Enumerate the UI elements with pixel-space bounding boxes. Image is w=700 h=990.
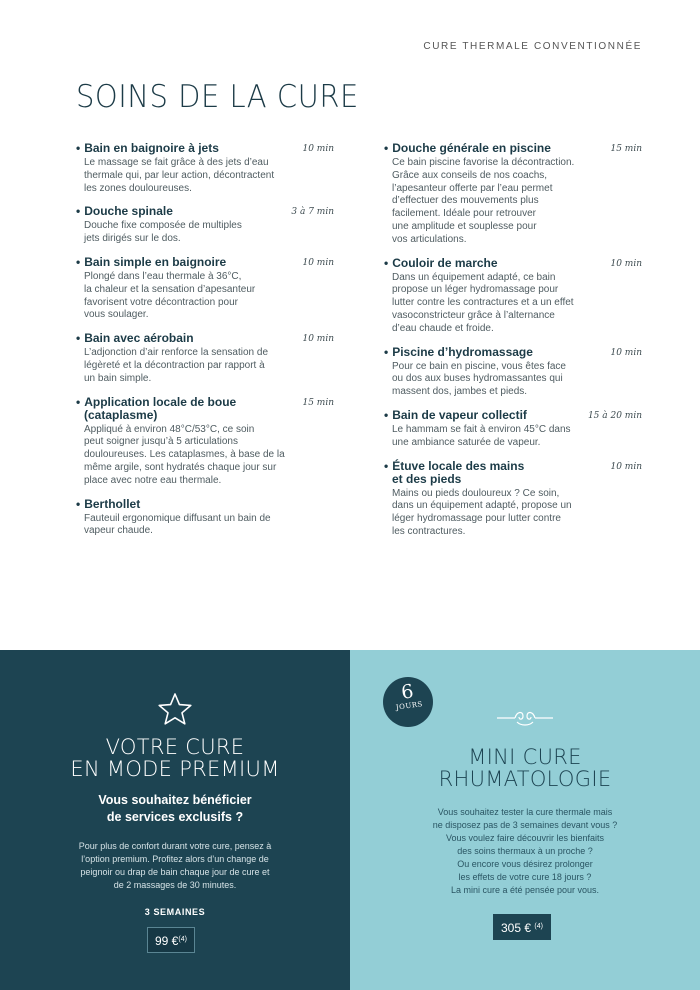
treatment-name — [384, 142, 589, 155]
treatment-name — [76, 142, 281, 155]
mini-cure-text: Vous souhaitez tester la cure thermale mais ne disposez pas de 3 semaines devant vous ? Vous voulez faire découvrir les bienfaits des soins thermaux à un proche ? Ou encore vous désirez prolonger les effets de votre cure 18 jours ? La mini cure a été pensée pour vous. — [432, 807, 618, 895]
treatment-name — [76, 396, 281, 422]
treatment-description: Douche fixe composée de multiples jets dirigés sur le dos. — [84, 220, 242, 245]
treatment-name — [384, 346, 589, 359]
treatment-duration: 10 min — [610, 461, 642, 472]
treatment-duration: 10 min — [302, 257, 334, 268]
premium-price-note: (4) — [178, 936, 187, 943]
treatment-duration: 3 à 7 min — [291, 207, 334, 218]
premium-title — [0, 736, 350, 780]
treatment-item — [76, 396, 334, 488]
mini-cure-title-line2: RHUMATOLOGIE — [438, 767, 612, 791]
treatment-item — [76, 498, 334, 539]
treatment-header — [76, 498, 334, 511]
treatment-name-line2: et des pieds — [392, 471, 462, 486]
star-icon — [157, 692, 193, 726]
premium-title-line2: EN MODE PREMIUM — [70, 757, 280, 781]
section-label: CURE THERMALE CONVENTIONNÉE — [423, 41, 642, 52]
treatment-item — [76, 256, 334, 322]
treatment-duration: 10 min — [302, 334, 334, 345]
treatments-right-column — [384, 142, 642, 549]
treatment-duration: 15 min — [302, 397, 334, 408]
treatment-item — [384, 257, 642, 336]
treatment-name-line1: Douche spinale — [84, 204, 173, 219]
mini-cure-title — [350, 746, 700, 790]
treatment-duration: 15 min — [610, 144, 642, 154]
treatment-name-line1: Douche générale en piscine — [392, 141, 551, 155]
days-badge-number: 6 — [399, 680, 415, 704]
treatment-description: Fauteuil ergonomique diffusant un bain de vapeur chaude. — [84, 512, 271, 537]
treatment-duration: 15 à 20 min — [587, 410, 642, 421]
treatment-name-line1: Bain de vapeur collectif — [392, 407, 527, 422]
treatment-header — [384, 142, 642, 155]
treatment-item — [76, 332, 334, 385]
treatment-duration: 10 min — [302, 144, 334, 154]
treatment-name — [76, 498, 281, 511]
treatment-item — [384, 346, 642, 399]
treatment-name-line1: Bain simple en baignoire — [84, 254, 227, 269]
treatment-item — [384, 460, 642, 539]
premium-price-value: 99 € — [155, 934, 179, 948]
treatments-left-column — [76, 142, 334, 548]
treatment-name — [76, 256, 281, 269]
treatment-name — [76, 205, 281, 218]
premium-title-line1: VOTRE CURE — [105, 735, 245, 759]
mini-cure-panel — [350, 650, 700, 990]
treatment-description: Dans un équipement adapté, ce bain propose un léger hydromassage pour lutter contre les contractures et a un effet vasoconstricteur grâce à l’alternance d’eau chaude et froide. — [392, 271, 574, 334]
treatment-header — [384, 346, 642, 359]
treatment-item — [76, 142, 334, 195]
page-title: SOINS DE LA CURE — [76, 78, 359, 115]
premium-panel — [0, 650, 350, 990]
treatment-description: Pour ce bain en piscine, vous êtes face ou dos aux buses hydromassantes qui massent dos, jambes et pieds. — [392, 360, 566, 398]
mini-cure-price-note: (4) — [534, 923, 543, 930]
treatment-name-line1: Bain en baignoire à jets — [84, 141, 219, 155]
treatment-item — [76, 205, 334, 246]
mini-cure-title-line1: MINI CURE — [468, 745, 582, 769]
days-badge-label: JOURS — [395, 700, 424, 712]
treatment-description: Appliqué à environ 48°C/53°C, ce soin peut soigner jusqu’à 5 articulations douloureuses. Les cataplasmes, à base de la même argile, sont hydratés chaque jour sur place avec notre eau thermale. — [84, 423, 285, 486]
treatment-description: Plongé dans l’eau thermale à 36°C, la chaleur et la sensation d’apesanteur favorisent votre décontraction pour vous soulager. — [84, 270, 256, 321]
treatment-name — [384, 460, 589, 486]
treatment-name-line1: Bertholl​et — [84, 496, 141, 511]
mini-cure-price — [493, 914, 551, 940]
treatment-name-line1: Étuve locale des mains — [392, 458, 525, 473]
treatment-header — [76, 205, 334, 218]
treatment-description: Ce bain piscine favorise la décontraction. Grâce aux conseils de nos coachs, l’apesanteur offerte par l’eau permet d’effectuer des mouvements plus facilement. Idéale pour retrouver une amplitude et souplesse pour vos articulations. — [392, 157, 575, 245]
treatment-name-line1: Application locale de boue — [84, 394, 237, 409]
treatment-header — [76, 332, 334, 345]
treatment-name-line1: Couloir de marche — [392, 255, 498, 270]
treatment-name-line1: Bain avec aérobain — [84, 331, 194, 346]
treatment-name — [76, 332, 281, 345]
treatment-name-line2: (cataplasme) — [84, 407, 158, 422]
treatment-header — [384, 257, 642, 270]
premium-price — [147, 927, 195, 953]
treatment-description: Le massage se fait grâce à des jets d’eau thermale qui, par leur action, décontractent les zones douloureuses. — [84, 157, 275, 194]
treatment-item — [384, 142, 642, 247]
treatment-header — [76, 142, 334, 155]
treatment-header — [384, 460, 642, 486]
treatment-description: L’adjonction d’air renforce la sensation de légèreté et la décontraction par rapport à un bain simple. — [84, 347, 269, 384]
mini-cure-price-value: 305 € — [501, 921, 532, 935]
treatment-name-line1: Piscine d’hydromassage — [392, 344, 533, 359]
treatment-description: Mains ou pieds douloureux ? Ce soin, dans un équipement adapté, propose un léger hydromassage pour lutter contre les contractures. — [392, 487, 572, 537]
treatment-duration: 10 min — [610, 347, 642, 358]
premium-text: Pour plus de confort durant votre cure, pensez à l’option premium. Profitez alors d’un change de peignoir ou drap de bain chaque jour de cure et de 2 massages de 30 minutes. — [78, 841, 272, 890]
premium-duration: 3 SEMAINES — [144, 907, 206, 917]
treatment-header — [76, 256, 334, 269]
premium-subtitle: Vous souhaitez bénéficier de services exclusifs ? — [98, 793, 252, 824]
treatment-header — [384, 409, 642, 422]
treatment-description: Le hammam se fait à environ 45°C dans une ambiance saturée de vapeur. — [392, 423, 571, 448]
treatment-item — [384, 409, 642, 450]
treatment-name — [384, 257, 589, 270]
days-badge — [383, 677, 433, 727]
treatment-name — [384, 409, 588, 422]
treatment-duration: 10 min — [610, 258, 642, 269]
treatment-header — [76, 396, 334, 422]
wave-ornament-icon — [495, 707, 555, 729]
